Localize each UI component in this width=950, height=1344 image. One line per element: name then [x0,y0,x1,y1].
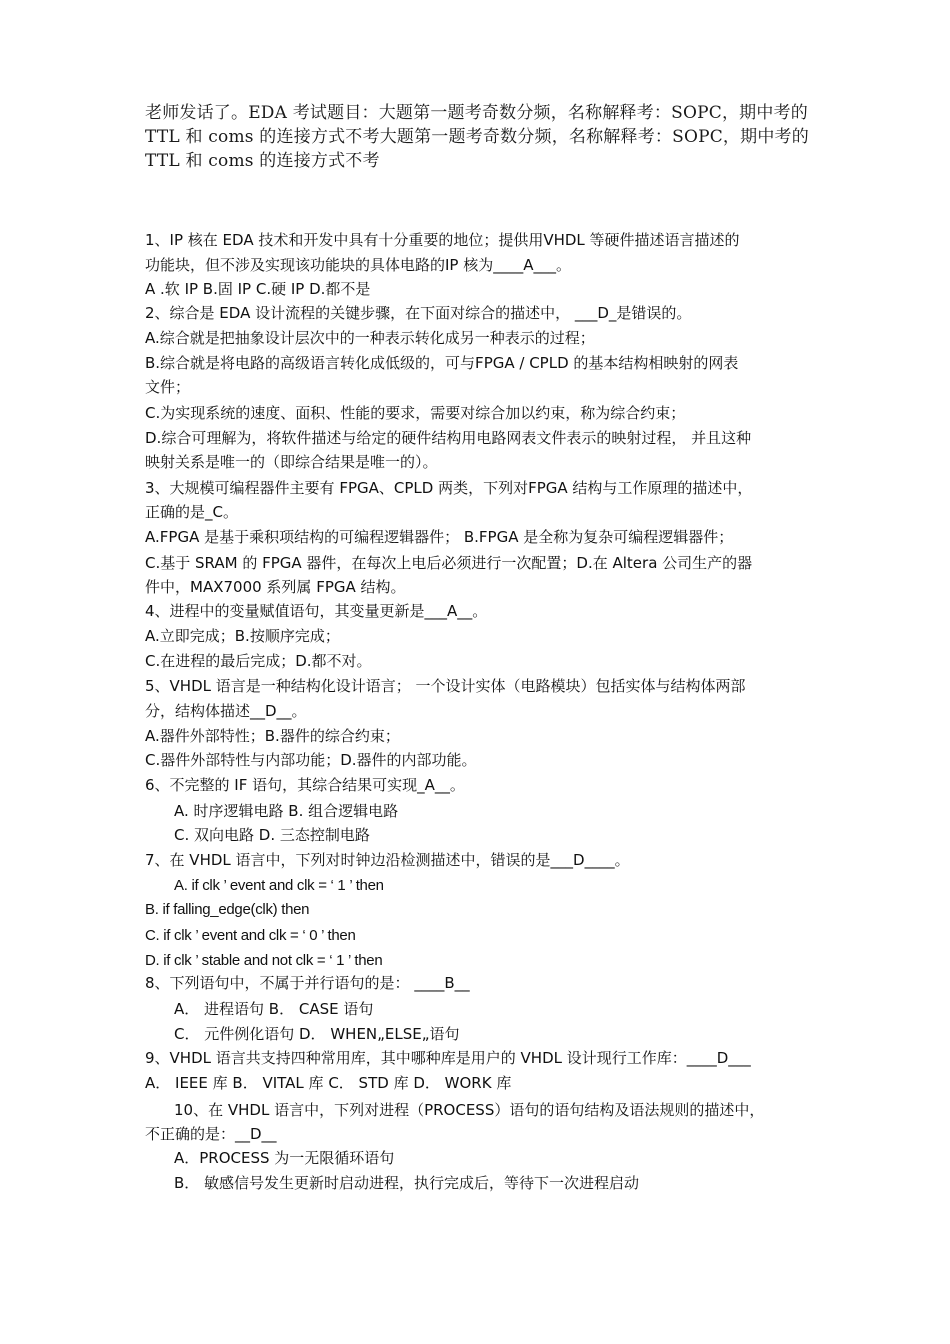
intro-text: 老师发话了。EDA 考试题目：大题第一题考奇数分频，名称解释考：SOPC，期中考的 TTL 和 coms 的连接方式不考大题第一题考奇数分频，名称解释考：SOPC，期中考的 TTL 和 coms 的连接方式不考 [145,103,809,171]
question-7-option-c: C. if clk ’ event and clk = ‘ 0 ’ then [145,927,356,944]
question-2-stem: 2、综合是 EDA 设计流程的关键步骤，在下面对综合的描述中， ___D_是错误的。 [145,304,692,322]
question-4-options-cd: C.在进程的最后完成；D.都不对。 [145,652,372,670]
question-10-option-b: B． 敏感信号发生更新时启动进程，执行完成后，等待下一次进程启动 [174,1174,640,1192]
question-2-option-a: A.综合就是把抽象设计层次中的一种表示转化成另一种表示的过程； [145,329,595,347]
question-3-options-cd-line-1: C.基于 SRAM 的 FPGA 器件，在每次上电后必须进行一次配置；D.在 Altera 公司生产的器 [145,554,753,572]
question-6-stem: 6、不完整的 IF 语句，其综合结果可实现_A__。 [145,776,465,794]
question-2-option-b-line-2: 文件； [145,378,191,396]
question-8-options-cd: C． 元件例化语句 D． WHEN„ELSE„语句 [174,1025,460,1043]
question-3-line-2: 正确的是_C。 [145,503,238,521]
question-6-options-cd: C. 双向电路 D. 三态控制电路 [174,826,370,844]
question-10-option-a: A．PROCESS 为一无限循环语句 [174,1149,395,1167]
question-9-options: A． IEEE 库 B． VITAL 库 C． STD 库 D． WORK 库 [145,1074,512,1092]
intro-paragraph [145,101,817,173]
question-2-option-d-line-1: D.综合可理解为，将软件描述与给定的硬件结构用电路网表文件表示的映射过程， 并且这种 [145,429,752,447]
question-7-option-a: A. if clk ’ event and clk = ‘ 1 ’ then [174,877,384,894]
question-2-option-c: C.为实现系统的速度、面积、性能的要求，需要对综合加以约束，称为综合约束； [145,404,686,422]
question-5-options-cd: C.器件外部特性与内部功能；D.器件的内部功能。 [145,751,477,769]
question-7-option-d: D. if clk ’ stable and not clk = ‘ 1 ’ then [145,952,383,969]
question-9-stem: 9、VHDL 语言共支持四种常用库，其中哪种库是用户的 VHDL 设计现行工作库：____D___ [145,1049,751,1067]
question-8-options-ab: A． 进程语句 B． CASE 语句 [174,1000,374,1018]
question-4-options-ab: A.立即完成；B.按顺序完成； [145,627,340,645]
question-2-option-d-line-2: 映射关系是唯一的（即综合结果是唯一的）。 [145,453,438,471]
question-5-options-ab: A.器件外部特性；B.器件的综合约束； [145,727,400,745]
question-7-stem: 7、在 VHDL 语言中，下列对时钟边沿检测描述中，错误的是___D____。 [145,851,630,869]
question-2-option-b-line-1: B.综合就是将电路的高级语言转化成低级的，可与FPGA / CPLD 的基本结构相映射的网表 [145,354,739,372]
question-8-stem: 8、下列语句中，不属于并行语句的是： ____B__ [145,974,470,992]
question-10-line-2: 不正确的是：__D__ [145,1125,277,1143]
question-3-options-cd-line-2: 件中，MAX7000 系列属 FPGA 结构。 [145,578,406,596]
question-6-options-ab: A. 时序逻辑电路 B. 组合逻辑电路 [174,802,399,820]
question-5-line-1: 5、VHDL 语言是一种结构化设计语言； 一个设计实体（电路模块）包括实体与结构体两部 [145,677,746,695]
question-1-line-2: 功能块，但不涉及实现该功能块的具体电路的IP 核为____A___。 [145,256,572,274]
question-3-line-1: 3、大规模可编程器件主要有 FPGA、CPLD 两类，下列对FPGA 结构与工作原理的描述中， [145,479,753,497]
question-5-line-2: 分，结构体描述__D__。 [145,702,307,720]
question-10-line-1: 10、在 VHDL 语言中，下列对进程（PROCESS）语句的语句结构及语法规则的描述中， [174,1101,765,1119]
question-1-line-1: 1、IP 核在 EDA 技术和开发中具有十分重要的地位；提供用VHDL 等硬件描述语言描述的 [145,231,740,249]
question-3-options-ab: A.FPGA 是基于乘积项结构的可编程逻辑器件； B.FPGA 是全称为复杂可编程逻辑器件； [145,528,734,546]
question-7-option-b: B. if falling_edge(clk) then [145,901,310,918]
question-1-options: A .软 IP B.固 IP C.硬 IP D.都不是 [145,280,371,298]
question-4-stem: 4、进程中的变量赋值语句，其变量更新是___A__。 [145,602,488,620]
